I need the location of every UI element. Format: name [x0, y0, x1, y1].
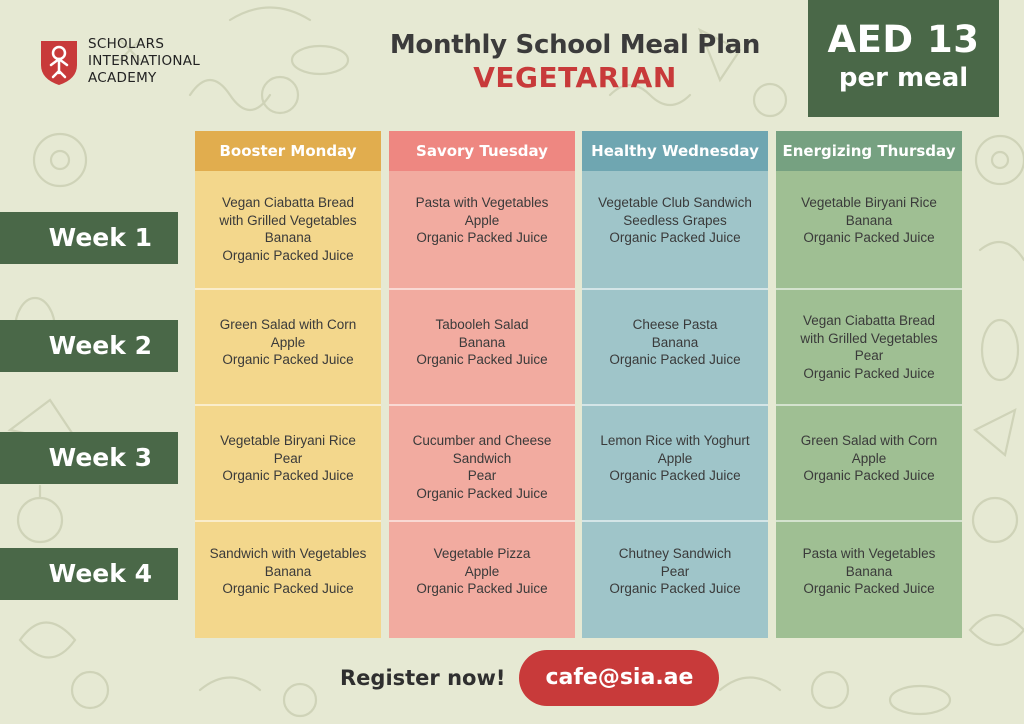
register-text: Register now! — [340, 666, 506, 690]
meal-cell-week4-tuesday — [390, 545, 574, 598]
day-header-monday: Booster Monday — [195, 131, 381, 171]
meal-line: Apple — [270, 334, 306, 350]
day-header-tuesday: Savory Tuesday — [389, 131, 575, 171]
meal-line: Pasta with Vegetables — [415, 195, 549, 210]
meal-line: Organic Packed Juice — [222, 247, 354, 263]
meal-line: Tabooleh Salad — [435, 317, 529, 332]
school-logo — [38, 36, 200, 87]
meal-line: Vegan Ciabatta Bread — [802, 313, 936, 328]
meal-line: Organic Packed Juice — [416, 230, 548, 245]
meal-cell-week4-monday — [196, 545, 380, 598]
meal-line: Organic Packed Juice — [803, 230, 935, 245]
price-amount: AED 13 — [827, 18, 980, 61]
meal-line: Vegetable Biryani Rice — [220, 433, 356, 448]
meal-line: Sandwich — [452, 450, 512, 466]
meal-line: Pasta with Vegetables — [802, 546, 936, 561]
page-subtitle: VEGETARIAN — [473, 61, 677, 94]
day-header-wednesday: Healthy Wednesday — [582, 131, 768, 171]
meal-line: Pear — [273, 450, 303, 466]
meal-line: Organic Packed Juice — [222, 352, 354, 367]
meal-line: Vegetable Pizza — [433, 546, 531, 561]
meal-cell-week2-tuesday — [390, 316, 574, 369]
meal-cell-week3-monday — [196, 432, 380, 485]
meal-line: Organic Packed Juice — [609, 230, 741, 245]
meal-line: Banana — [651, 334, 699, 350]
meal-cell-week2-wednesday — [583, 316, 767, 369]
week-label-1: Week 1 — [0, 212, 178, 264]
page-title: Monthly School Meal Plan — [389, 30, 761, 60]
meal-cell-week3-tuesday — [390, 432, 574, 502]
meal-cell-week4-wednesday — [583, 545, 767, 598]
meal-line: Green Salad with Corn — [219, 317, 357, 332]
meal-cell-week1-thursday — [777, 194, 961, 247]
meal-line: Banana — [264, 230, 312, 245]
meal-cell-week4-thursday — [777, 545, 961, 598]
title-block — [360, 30, 790, 94]
meal-line: Apple — [464, 563, 500, 579]
school-name-line-2: INTERNATIONAL — [88, 53, 201, 69]
meal-line: Apple — [851, 450, 887, 466]
footer-cta — [340, 650, 719, 706]
meal-cell-week1-monday — [196, 194, 380, 264]
meal-line: Organic Packed Juice — [803, 581, 935, 596]
meal-line: Organic Packed Juice — [416, 581, 548, 596]
meal-line: Banana — [845, 212, 893, 228]
meal-line: Apple — [464, 212, 500, 228]
meal-line: Pear — [854, 348, 884, 363]
meal-line: Organic Packed Juice — [609, 352, 741, 367]
meal-cell-week1-wednesday — [583, 194, 767, 247]
meal-line: Vegetable Biryani Rice — [801, 195, 937, 210]
school-name-line-1: SCHOLARS — [88, 36, 165, 52]
week-label-4: Week 4 — [0, 548, 178, 600]
meal-line: Lemon Rice with Yoghurt — [600, 433, 750, 448]
meal-line: Cheese Pasta — [632, 317, 718, 332]
meal-line: Organic Packed Juice — [609, 468, 741, 483]
meal-line: Pear — [467, 468, 497, 483]
meal-line: Organic Packed Juice — [609, 581, 741, 596]
price-unit: per meal — [838, 63, 969, 93]
price-badge — [808, 0, 999, 117]
meal-line: Organic Packed Juice — [222, 581, 354, 596]
meal-line: Apple — [657, 450, 693, 466]
meal-cell-week1-tuesday — [390, 194, 574, 247]
meal-line: Organic Packed Juice — [416, 485, 548, 501]
meal-line: Banana — [845, 563, 893, 579]
meal-line: Green Salad with Corn — [800, 433, 938, 448]
meal-cell-week2-thursday — [777, 312, 961, 382]
meal-line: Banana — [458, 334, 506, 350]
school-name-line-3: ACADEMY — [88, 70, 157, 86]
meal-line: with Grilled Vegetables — [219, 212, 357, 228]
meal-line: Cucumber and Cheese — [412, 433, 552, 448]
meal-line: Organic Packed Juice — [416, 352, 548, 367]
week-label-3: Week 3 — [0, 432, 178, 484]
meal-line: Organic Packed Juice — [803, 468, 935, 483]
meal-cell-week3-thursday — [777, 432, 961, 485]
email-contact-button[interactable]: cafe@sia.ae — [519, 650, 719, 706]
meal-line: Seedless Grapes — [623, 212, 727, 228]
meal-line: Banana — [264, 563, 312, 579]
meal-line: Chutney Sandwich — [618, 546, 732, 561]
school-name — [88, 36, 200, 87]
meal-line: Organic Packed Juice — [222, 468, 354, 483]
shield-crest-icon — [38, 37, 80, 87]
meal-line: Pear — [660, 563, 690, 579]
week-label-2: Week 2 — [0, 320, 178, 372]
meal-line: Vegetable Club Sandwich — [598, 195, 752, 210]
meal-line: Vegan Ciabatta Bread — [221, 195, 355, 210]
meal-line: with Grilled Vegetables — [800, 330, 938, 346]
meal-line: Sandwich with Vegetables — [209, 546, 367, 561]
meal-cell-week3-wednesday — [583, 432, 767, 485]
meal-line: Organic Packed Juice — [803, 365, 935, 381]
day-header-thursday: Energizing Thursday — [776, 131, 962, 171]
meal-cell-week2-monday — [196, 316, 380, 369]
